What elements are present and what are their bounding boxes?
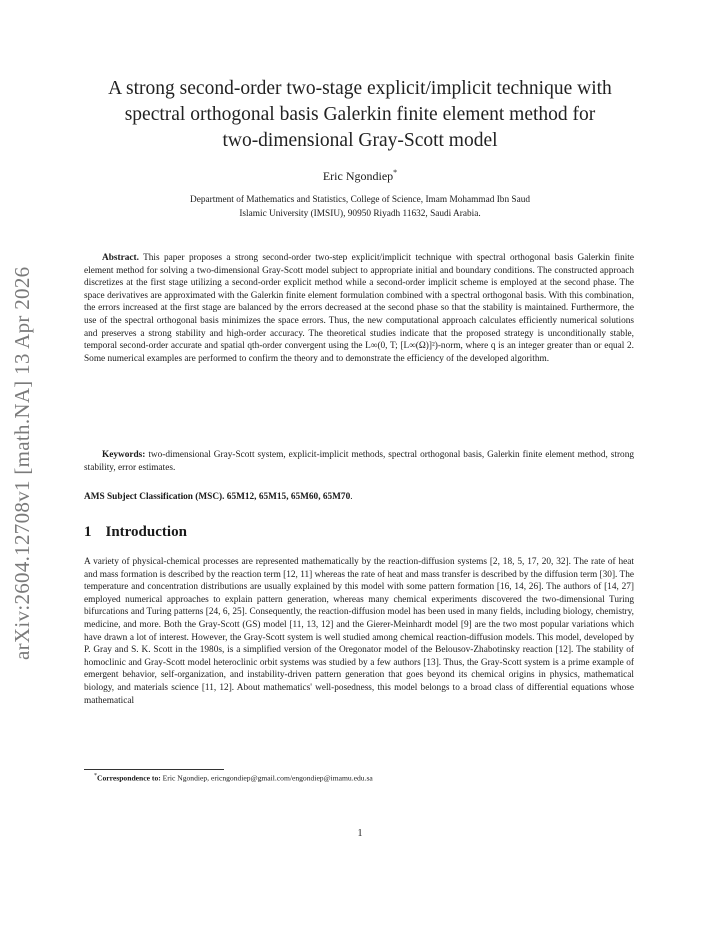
title-line: A strong second-order two-stage explicit/implicit technique with bbox=[108, 78, 612, 99]
ams-end: . bbox=[350, 492, 353, 502]
abstract-text: This paper proposes a strong second-order two-step explicit/implicit technique with spectral orthogonal basis Galerkin finite element method for solving a two-dimensional Gray-Scott model subject to appropriate initial and boundary conditions. The constructed approach discretizes at the first stage utilizing a second-order explicit method while a second-order implicit scheme is employed at the second phase. The space derivatives are approximated with the Galerkin finite element formulation combined with a spectral orthogonal basis. With this combination, the errors increased at the first stage are balanced by the errors decreased at the second phase so that the stability is maintained. Furthermore, the use of the spectral orthogonal basis minimizes the space errors. Thus, the new computational approach calculates efficiently numerical solutions and preserves a strong stability and high-order accuracy. The theoretical studies indicate that the proposed strategy is unconditionally stable, temporal second-order accurate and spatial qth-order convergent using the L∞(0, T; [L∞(Ω)]²)-norm, where q is an integer greater than or equal 2. Some numerical examples are performed to confirm the theory and to demonstrate the efficiency of the developed algorithm. bbox=[84, 253, 635, 364]
footnote-divider bbox=[84, 769, 224, 770]
keywords-text: two-dimensional Gray-Scott system, explicit-implicit methods, spectral orthogonal basis, Galerkin finite element method, strong stability, error estimates. bbox=[84, 450, 634, 473]
page-number: 1 bbox=[357, 828, 363, 839]
section-number: 1 bbox=[84, 524, 92, 540]
ams-classification bbox=[84, 491, 634, 504]
affiliation-line: Department of Mathematics and Statistics, College of Science, Imam Mohammad Ibn Saud bbox=[189, 195, 531, 205]
abstract bbox=[84, 252, 634, 365]
keywords-label: Keywords: bbox=[102, 450, 146, 460]
affiliation-line: Islamic University (IMSIU), 90950 Riyadh 11632, Saudi Arabia. bbox=[239, 209, 481, 219]
footnote-mark: * bbox=[94, 773, 97, 779]
affiliation bbox=[80, 193, 640, 221]
ams-text: AMS Subject Classification (MSC). 65M12, 65M15, 65M60, 65M70 bbox=[84, 492, 351, 502]
arxiv-identifier: arXiv:2604.12708v1 [math.NA] 13 Apr 2026 bbox=[10, 266, 34, 660]
footnote-text: Eric Ngondiep, ericngondiep@gmail.com/engondiep@imamu.edu.sa bbox=[162, 773, 373, 783]
author-footnote-mark: * bbox=[393, 168, 398, 177]
author bbox=[80, 168, 640, 184]
paper-title bbox=[80, 76, 640, 154]
author-name: Eric Ngondiep bbox=[322, 169, 394, 183]
footnote bbox=[94, 773, 373, 783]
section-title: Introduction bbox=[105, 524, 187, 540]
introduction-body: A variety of physical-chemical processes are represented mathematically by the reaction-diffusion systems [2, 18, 5, 17, 20, 32]. The rate of heat and mass formation is described by the reaction term [12, 11] whereas the rate of heat and mass transfer is described by the diffusion term [30]. The temperature and concentration distributions are usually explained by this model with some pattern formation [16, 14, 26]. The authors of [14, 27] employed numerical approaches to explain pattern generation, whereas many chemical experiments discovered the two-dimensional Turing bifurcations and Turing patterns [24, 6, 25]. Consequently, the reaction-diffusion model has been used in many fields, including biology, chemistry, medicine, and more. Both the Gray-Scott (GS) model [11, 13, 12] and the Gierer-Meinhardt model [9] are the two most popular variations which have drawn a lot of interest. However, the Gray-Scott system is well studied among chemical reaction-diffusion models. This model, developed by P. Gray and S. K. Scott in the 1980s, is a simplified version of the Oregonator model of the Belousov-Zhabotinsky reaction [12]. The stability of homoclinic and Gray-Scott model heteroclinic orbit systems was studied by a few authors [13]. Thus, the Gray-Scott system is a prime example of emergent behavior, self-organization, and instability-driven pattern generation that goes beyond its chemical origins in physics, mathematical biology, and materials science [11, 12]. About mathematics' well-posedness, this model belongs to a broad class of differential equations whose mathematical bbox=[84, 557, 634, 706]
keywords bbox=[84, 449, 634, 474]
footnote-label: Correspondence to: bbox=[97, 773, 161, 783]
section-heading-introduction bbox=[84, 524, 187, 541]
title-line: spectral orthogonal basis Galerkin finite element method for bbox=[124, 104, 596, 125]
title-line: two-dimensional Gray-Scott model bbox=[222, 130, 498, 151]
abstract-label: Abstract. bbox=[102, 253, 139, 263]
